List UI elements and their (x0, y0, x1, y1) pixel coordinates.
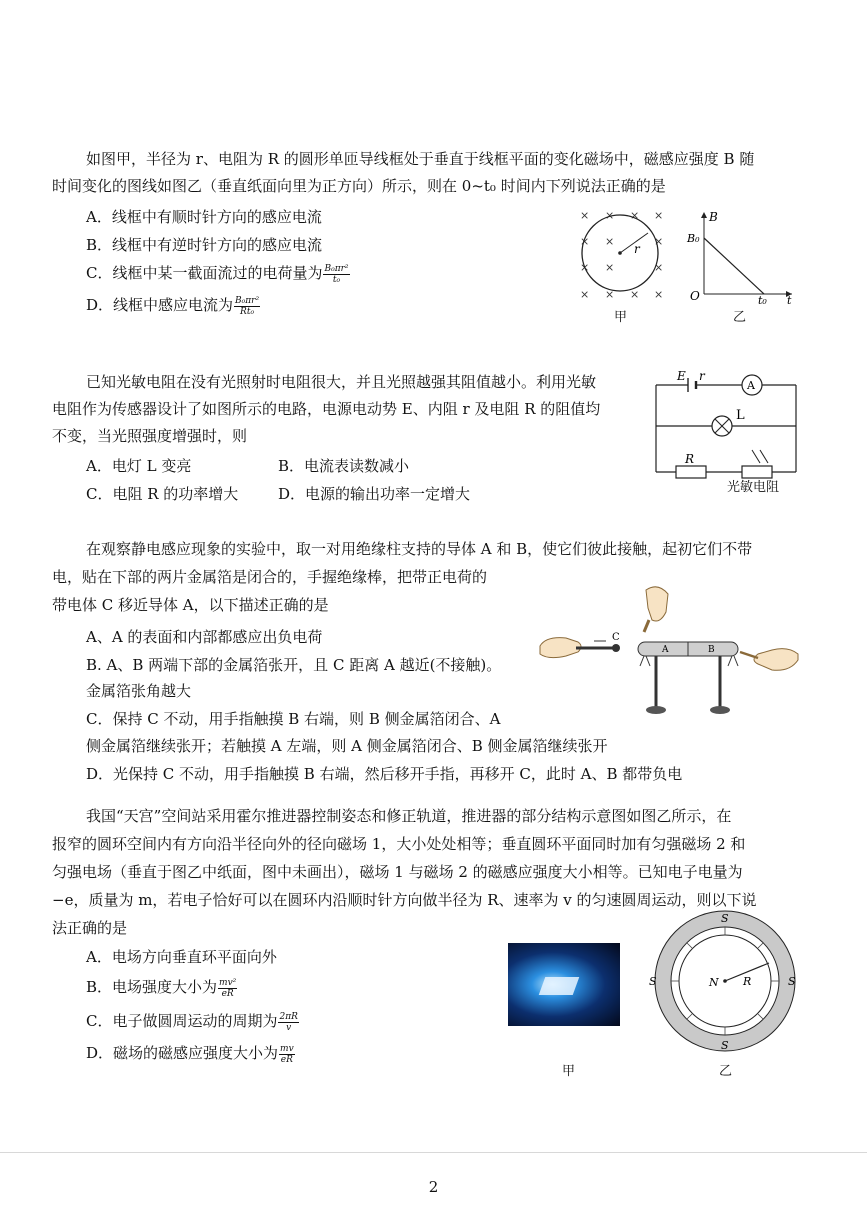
internal-resistance-label: r (699, 369, 705, 383)
label-a: A (662, 645, 669, 655)
svg-text:×: × (605, 261, 615, 274)
q1-option-d-text: D．线框中感应电流为 (86, 296, 234, 314)
stand-base (646, 706, 666, 714)
fraction-numerator: 2πR (279, 1011, 298, 1022)
q4-ring-diagram (645, 905, 805, 1055)
label-s-right: S (788, 975, 796, 988)
light-arrow-icon (752, 450, 760, 463)
q1-figure-jia-caption: 甲 (614, 310, 628, 325)
q2-option-c: C．电阻 R 的功率增大 (86, 485, 239, 503)
q1-magnetic-field-figure (572, 205, 672, 305)
q1-stem-line2: 时间变化的图线如图乙（垂直纸面向里为正方向）所示，则在 0~t₀ 时间内下列说法正确的是 (52, 177, 666, 195)
b-line (704, 238, 764, 294)
fraction-numerator: mv (280, 1043, 294, 1054)
top-hand-icon (646, 587, 668, 621)
q1-option-b: B．线框中有逆时针方向的感应电流 (86, 236, 323, 254)
q4-stem-line3: 匀强电场（垂直于图乙中纸面，图中未画出），磁场 1 与磁场 2 的磁感应强度大小相等。已知电子电量为 (52, 863, 743, 881)
b0-label: B₀ (687, 232, 700, 245)
t-axis-label: t (787, 294, 792, 306)
svg-text:×: × (605, 209, 615, 222)
q4-stem-line4: −e，质量为 m，若电子恰好可以在圆环内沿顺时针方向做半径为 R、速率为 v 的匀速圆周运动，则以下说 (52, 891, 757, 909)
q1-bt-graph (684, 208, 796, 306)
svg-text:×: × (580, 288, 590, 301)
q2-option-b: B．电流表读数减小 (278, 457, 410, 475)
label-b: B (708, 645, 715, 655)
q4-option-c-text: C．电子做圆周运动的周期为 (86, 1012, 278, 1030)
t0-label: t₀ (758, 294, 767, 306)
svg-text:×: × (654, 261, 664, 274)
foil-b (734, 656, 738, 666)
q3-option-c-line2: 侧金属箔继续张开；若触摸 A 左端，则 A 侧金属箔闭合、B 侧金属箔继续张开 (86, 737, 608, 755)
q2-photoresistor-caption: 光敏电阻 (727, 480, 780, 495)
q1-option-d-fraction (234, 296, 260, 317)
svg-text:×: × (580, 235, 590, 248)
svg-text:×: × (654, 235, 664, 248)
fraction-denominator: v (286, 1022, 292, 1033)
resistor-label: R (685, 452, 695, 466)
q4-stem-line2: 报窄的圆环空间内有方向沿半径向外的径向磁场 1，大小处处相等；垂直圆环平面同时加有匀强磁场 2 和 (52, 835, 746, 853)
svg-text:×: × (580, 209, 590, 222)
thruster-photo (508, 943, 620, 1026)
fraction-denominator: eR (221, 988, 234, 999)
label-n: N (709, 976, 719, 989)
fraction-denominator: Rt₀ (240, 306, 255, 317)
q1-option-d (86, 294, 260, 317)
origin-label: O (690, 289, 700, 303)
q4-option-d (86, 1042, 295, 1065)
center-dot (723, 979, 727, 983)
q3-stem-line2: 电，贴在下部的两片金属箔是闭合的，手握绝缘棒，把带正电荷的 (52, 568, 488, 586)
b-axis-label: B (709, 210, 718, 224)
finger-icon (644, 620, 649, 632)
svg-text:×: × (605, 288, 615, 301)
label-s-bottom: S (721, 1039, 729, 1052)
left-hand-icon (540, 638, 581, 658)
fraction-numerator: B₀πr² (235, 295, 260, 306)
q1-figure-yi-caption: 乙 (733, 310, 747, 325)
q1-option-c (86, 262, 350, 285)
label-s-left: S (649, 975, 657, 988)
q4-option-d-fraction (279, 1044, 295, 1065)
svg-text:×: × (654, 288, 664, 301)
center-dot (618, 251, 622, 255)
q4-figure-yi-caption: 乙 (719, 1064, 733, 1079)
q4-option-a: A．电场方向垂直环平面向外 (86, 948, 277, 966)
charged-body-c (612, 644, 620, 652)
foil-b (728, 656, 732, 666)
q2-option-a: A．电灯 L 变亮 (86, 457, 192, 475)
q4-option-b-text: B．电场强度大小为 (86, 978, 218, 996)
q2-stem-line1: 已知光敏电阻在没有光照射时电阻很大，并且光照越强其阻值越小。利用光敏 (86, 373, 597, 391)
q1-option-c-text: C．线框中某一截面流过的电荷量为 (86, 264, 323, 282)
b-axis-arrow (701, 212, 707, 218)
q1-option-c-fraction (323, 264, 349, 285)
q4-stem-line5: 法正确的是 (52, 919, 128, 937)
q2-stem-line3: 不变，当光照强度增强时，则 (52, 427, 248, 445)
svg-text:×: × (580, 261, 590, 274)
svg-text:×: × (630, 209, 640, 222)
q4-option-b-fraction (218, 978, 237, 999)
q1-stem-line1: 如图甲，半径为 r、电阻为 R 的圆形单匝导线框处于垂直于线框平面的变化磁场中，磁感应强度 B 随 (86, 150, 755, 168)
fraction-numerator: mv² (219, 977, 237, 988)
resistor-icon (676, 466, 706, 478)
q3-option-b-line1: B. A、B 两端下部的金属箔张开，且 C 距离 A 越近(不接触)。 (86, 656, 502, 674)
label-s-top: S (721, 912, 729, 925)
q2-option-d: D．电源的输出功率一定增大 (278, 485, 471, 503)
emf-label: E (677, 369, 686, 383)
q3-stem-line3: 带电体 C 移近导体 A，以下描述正确的是 (52, 596, 329, 614)
svg-text:×: × (654, 209, 664, 222)
q1-option-a: A．线框中有顺时针方向的感应电流 (86, 208, 322, 226)
foil-a (640, 656, 644, 666)
thruster-glow (539, 977, 580, 995)
q3-option-a: A、A 的表面和内部都感应出负电荷 (86, 628, 323, 646)
q3-option-d: D．光保持 C 不动，用手指触摸 B 右端，然后移开手指，再移开 C，此时 A、B 都带负电 (86, 765, 683, 783)
field-crosses (580, 209, 663, 301)
right-hand-icon (754, 649, 798, 671)
fraction-numerator: B₀πr² (324, 263, 349, 274)
footer-divider (0, 1152, 867, 1153)
q4-option-c (86, 1010, 299, 1033)
label-c: C (612, 632, 620, 643)
q4-stem-line1: 我国“天宫”空间站采用霍尔推进器控制姿态和修正轨道，推进器的部分结构示意图如图乙所示，在 (86, 807, 732, 825)
q4-option-c-fraction (278, 1012, 298, 1033)
q4-figure-jia-caption: 甲 (562, 1064, 576, 1079)
q3-option-c-line1: C．保持 C 不动，用手指触摸 B 右端，则 B 侧金属箔闭合、A (86, 710, 501, 728)
q2-stem-line2: 电阻作为传感器设计了如图所示的电路，电源电动势 E、内阻 r 及电阻 R 的阻值均 (52, 400, 601, 418)
stand-base (710, 706, 730, 714)
svg-text:×: × (630, 288, 640, 301)
q3-stem-line1: 在观察静电感应现象的实验中，取一对用绝缘柱支持的导体 A 和 B，使它们彼此接触，起初它们不带 (86, 540, 753, 558)
label-r: R (743, 975, 752, 988)
ammeter-label: A (747, 379, 755, 392)
svg-text:×: × (605, 235, 615, 248)
radius-label: r (634, 242, 640, 256)
lamp-label: L (736, 408, 745, 423)
q4-option-b (86, 976, 237, 999)
q3-option-b-line2: 金属箔张角越大 (86, 682, 192, 700)
q4-option-d-text: D．磁场的磁感应强度大小为 (86, 1044, 279, 1062)
fraction-denominator: t₀ (332, 274, 341, 285)
light-arrow-icon (760, 450, 768, 463)
page-number: 2 (428, 1178, 439, 1196)
finger-icon (740, 652, 758, 658)
q3-electrostatic-figure (536, 580, 802, 718)
fraction-denominator: eR (280, 1054, 293, 1065)
foil-a (646, 656, 650, 666)
